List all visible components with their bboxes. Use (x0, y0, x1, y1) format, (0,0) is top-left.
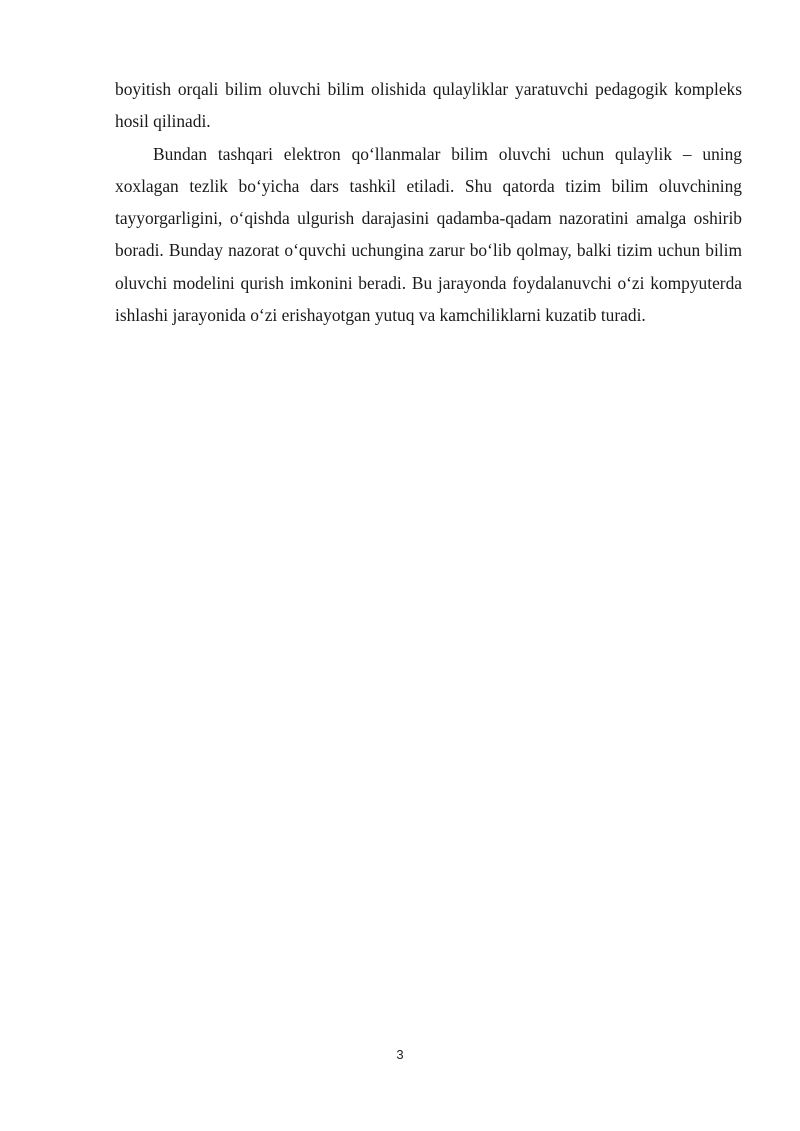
page-number: 3 (396, 1047, 404, 1062)
paragraph-continuation: boyitish orqali bilim oluvchi bilim olishida qulayliklar yaratuvchi pedagogik kompleks hosil qilinadi. (115, 79, 742, 132)
body-text (115, 73, 742, 331)
paragraph-electronic-manuals: Bundan tashqari elektron qo‘llanmalar bilim oluvchi uchun qulaylik – uning xoxlagan tezlik bo‘yicha dars tashkil etiladi. Shu qatorda tizim bilim oluvchining tayyorgarligini, o‘qishda ulgurish darajasini qadamba-qadam nazoratini amalga oshirib boradi. Bunday nazorat o‘quvchi uchungina zarur bo‘lib qolmay, balki tizim uchun bilim oluvchi modelini qurish imkonini beradi. Bu jarayonda foydalanuvchi o‘zi kompyuterda ishlashi jarayonida o‘zi erishayotgan yutuq va kamchiliklarni kuzatib turadi. (115, 143, 742, 326)
